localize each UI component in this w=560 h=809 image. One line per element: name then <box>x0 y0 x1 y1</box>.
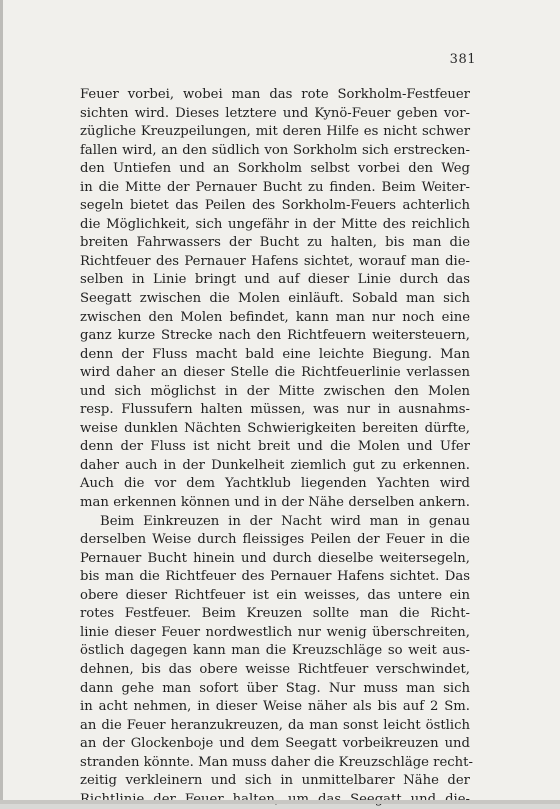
text-line: den Untiefen und an Sorkholm selbst vorbei den Weg <box>80 161 470 177</box>
text-line: Feuer vorbei, wobei man das rote Sorkholm-Festfeuer <box>80 87 470 102</box>
text-line: an der Glockenboje und dem Seegatt vorbeikreuzen und <box>80 736 470 752</box>
text-line: stranden könnte. Man muss daher die Kreuzschläge recht- <box>80 754 473 770</box>
text-line: dann gehe man sofort über Stag. Nur muss man sich <box>80 680 470 696</box>
text-line: breiten Fahrwassers der Bucht zu halten, bis man die <box>80 235 470 251</box>
text-line: in die Mitte der Pernauer Bucht zu finden. Beim Weiter- <box>80 179 470 195</box>
text-line: bis man die Richtfeuer des Pernauer Hafens sichtet. Das <box>80 569 470 585</box>
text-line: segeln bietet das Peilen des Sorkholm-Feuers achterlich <box>80 198 470 214</box>
body-text <box>80 86 473 809</box>
text-line: und sich möglichst in der Mitte zwischen den Molen <box>80 383 470 399</box>
text-line: denn der Fluss macht bald eine leichte Biegung. Man <box>80 346 470 362</box>
text-line: Auch die vor dem Yachtklub liegenden Yachten wird <box>80 476 470 492</box>
text-line: zwischen den Molen befindet, kann man nur noch eine <box>80 309 470 325</box>
text-line: Richtfeuer des Pernauer Hafens sichtet, worauf man die- <box>80 253 470 269</box>
text-line: östlich dagegen kann man die Kreuzschläge so weit aus- <box>80 643 470 659</box>
text-line: ganz kurze Strecke nach den Richtfeuern weitersteuern, <box>80 328 470 344</box>
text-line: man erkennen können und in der Nähe derselben ankern. <box>80 495 470 511</box>
page-left-edge-shadow <box>0 0 3 804</box>
text-line: daher auch in der Dunkelheit ziemlich gut zu erkennen. <box>80 457 470 473</box>
text-line: selben in Linie bringt und auf dieser Linie durch das <box>80 272 470 288</box>
text-line: zeitig verkleinern und sich in unmittelbarer Nähe der <box>80 773 470 789</box>
text-line: fallen wird, an den südlich von Sorkholm sich erstrecken- <box>80 142 470 158</box>
text-line: denn der Fluss ist nicht breit und die Molen und Ufer <box>80 439 470 455</box>
page-bottom-edge <box>0 800 560 804</box>
text-line: zügliche Kreuzpeilungen, mit deren Hilfe es nicht schwer <box>80 124 470 140</box>
page-number: 381 <box>449 52 476 67</box>
text-line: derselben Weise durch fleissiges Peilen der Feuer in die <box>80 532 470 548</box>
text-line: rotes Festfeuer. Beim Kreuzen sollte man die Richt- <box>80 606 470 622</box>
text-line: die Möglichkeit, sich ungefähr in der Mitte des reichlich <box>80 216 470 232</box>
text-line: an die Feuer heranzukreuzen, da man sonst leicht östlich <box>80 717 470 733</box>
text-line: wird daher an dieser Stelle die Richtfeuerlinie verlassen <box>80 365 470 381</box>
text-line: in acht nehmen, in dieser Weise näher als bis auf 2 Sm. <box>80 699 470 715</box>
text-line: Pernauer Bucht hinein und durch dieselbe weitersegeln, <box>80 550 470 566</box>
text-line: linie dieser Feuer nordwestlich nur wenig überschreiten, <box>80 624 470 640</box>
text-line: sichten wird. Dieses letztere und Kynö-Feuer geben vor- <box>80 105 470 121</box>
text-line: weise dunklen Nächten Schwierigkeiten bereiten dürfte, <box>80 420 470 436</box>
paragraph-start-line: Beim Einkreuzen in der Nacht wird man in genau <box>100 513 470 529</box>
text-line: obere dieser Richtfeuer ist ein weisses, das untere ein <box>80 587 470 603</box>
text-line: Seegatt zwischen die Molen einläuft. Sobald man sich <box>80 291 470 307</box>
text-line: resp. Flussufern halten müssen, was nur in ausnahms- <box>80 402 470 418</box>
text-line: dehnen, bis das obere weisse Richtfeuer verschwindet, <box>80 661 470 677</box>
